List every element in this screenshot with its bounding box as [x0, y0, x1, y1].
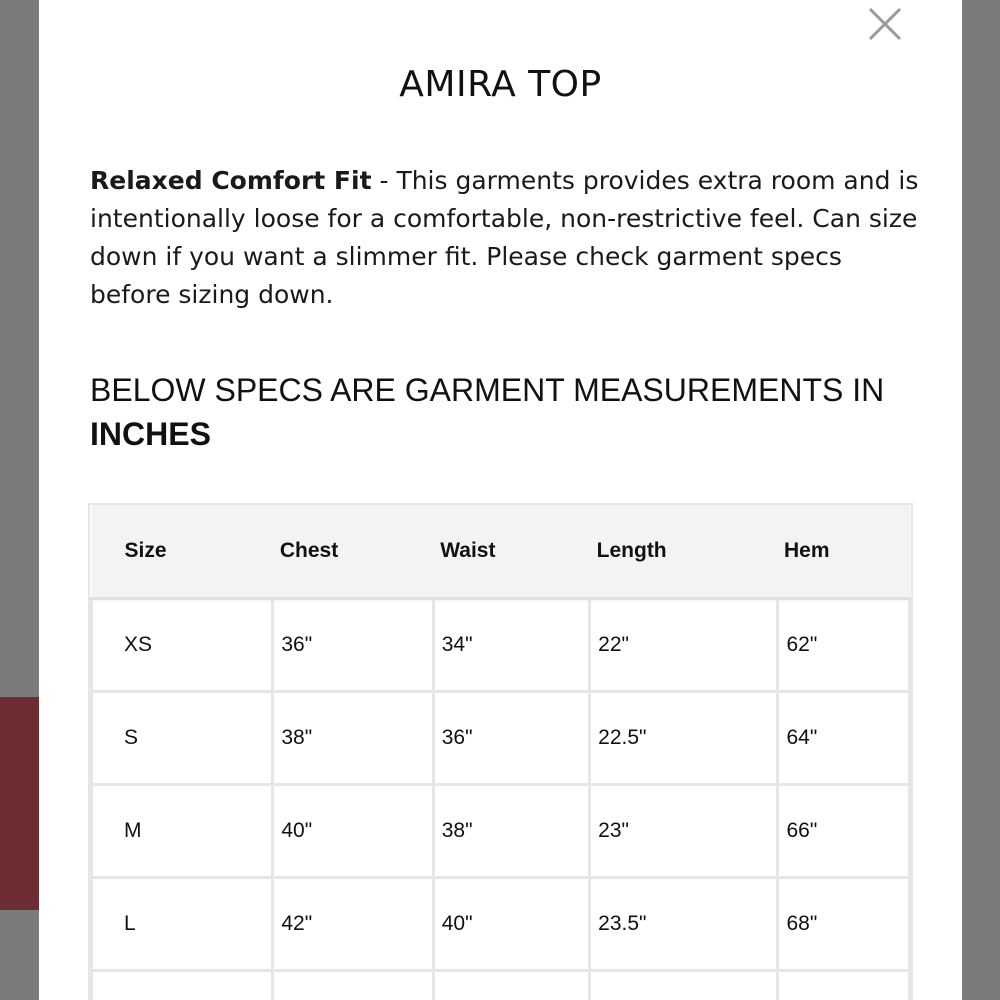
header-chest: Chest	[273, 505, 433, 599]
cell-waist	[433, 971, 589, 1000]
cell-size: L	[92, 878, 273, 971]
cell-chest: 40"	[273, 785, 433, 878]
table-header-row	[92, 505, 910, 599]
fit-description-text: - This garments provides extra room and is intentionally loose for a comfortable, non-restrictive feel. Can size down if you want a slimmer fit. Please check garment specs before sizing down.	[90, 166, 919, 309]
cell-hem: 62"	[778, 599, 910, 692]
specs-heading-text: BELOW SPECS ARE GARMENT MEASUREMENTS IN	[90, 372, 885, 408]
table-row	[92, 971, 910, 1000]
cell-size: S	[92, 692, 273, 785]
table-row	[92, 599, 910, 692]
cell-chest	[273, 971, 433, 1000]
table-row	[92, 785, 910, 878]
cell-hem: 66"	[778, 785, 910, 878]
cell-chest: 38"	[273, 692, 433, 785]
specs-heading	[90, 368, 920, 456]
cell-length: 23"	[590, 785, 778, 878]
cell-length: 22.5"	[590, 692, 778, 785]
size-chart-table	[90, 505, 911, 1000]
cell-chest: 42"	[273, 878, 433, 971]
fit-description	[90, 162, 920, 314]
modal-title: AMIRA TOP	[399, 64, 602, 105]
cell-size: XS	[92, 599, 273, 692]
header-waist: Waist	[433, 505, 589, 599]
cell-size: M	[92, 785, 273, 878]
header-hem: Hem	[778, 505, 910, 599]
fit-label: Relaxed Comfort Fit	[90, 166, 372, 195]
cell-waist: 36"	[433, 692, 589, 785]
cell-hem	[778, 971, 910, 1000]
cell-size	[92, 971, 273, 1000]
specs-heading-unit: INCHES	[90, 416, 211, 452]
size-guide-modal	[39, 0, 962, 1000]
cell-length	[590, 971, 778, 1000]
table-row	[92, 878, 910, 971]
cell-hem: 64"	[778, 692, 910, 785]
header-size: Size	[92, 505, 273, 599]
close-icon	[865, 4, 905, 44]
cell-waist: 34"	[433, 599, 589, 692]
cell-chest: 36"	[273, 599, 433, 692]
cell-length: 22"	[590, 599, 778, 692]
cell-waist: 40"	[433, 878, 589, 971]
side-tab[interactable]	[0, 697, 39, 910]
cell-waist: 38"	[433, 785, 589, 878]
header-length: Length	[590, 505, 778, 599]
cell-hem: 68"	[778, 878, 910, 971]
cell-length: 23.5"	[590, 878, 778, 971]
close-button[interactable]	[865, 4, 905, 44]
page-backdrop-right[interactable]	[962, 0, 1000, 1000]
table-row	[92, 692, 910, 785]
